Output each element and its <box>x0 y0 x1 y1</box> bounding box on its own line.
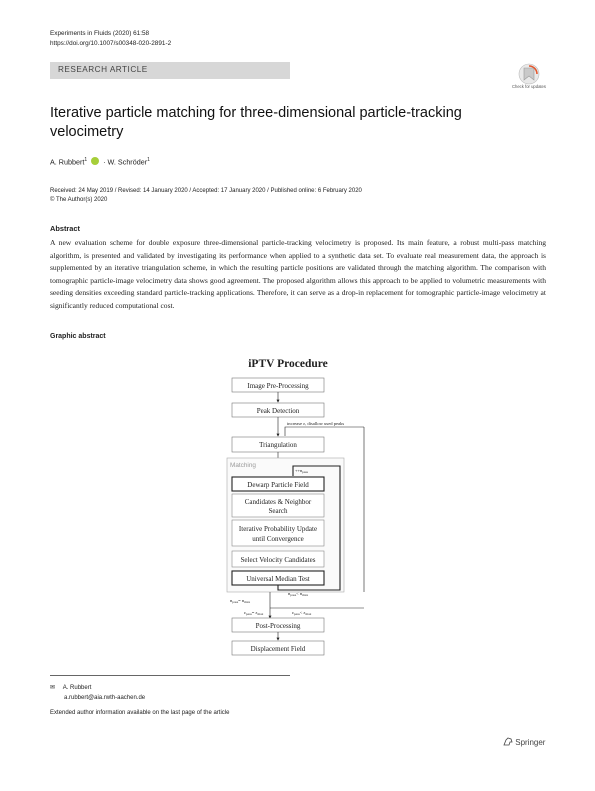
author-separator: · <box>103 157 106 167</box>
diagram-title: iPTV Procedure <box>248 358 328 370</box>
check-for-updates-badge[interactable] <box>512 63 546 97</box>
select-candidates-label: Select Velocity Candidates <box>240 556 316 564</box>
eps-lt-emax-label: $\varepsilon_{pass}< \varepsilon_{max}$ <box>292 610 312 616</box>
dewarp-label: Dewarp Particle Field <box>247 481 309 489</box>
article-title: Iterative particle matching for three-dimensional particle-tracking velocimetry <box>50 105 462 140</box>
affiliation-number: 1 <box>84 157 88 163</box>
article-history: Received: 24 May 2019 / Revised: 14 January 2020 / Accepted: 17 January 2020 / Published online: 6 February 2020 <box>50 188 362 194</box>
springer-horse-icon <box>503 737 513 746</box>
extended-author-info: Extended author information available on the last page of the article <box>50 710 230 716</box>
npass-lt-nmax-label: $n_{pass}< n_{max}$ <box>288 591 309 597</box>
bookmark-icon <box>512 63 546 85</box>
publisher-logo <box>503 737 545 747</box>
median-test-label: Universal Median Test <box>246 575 310 583</box>
corresponding-author <box>50 684 145 703</box>
author-name[interactable]: A. Rubbert <box>50 157 85 167</box>
graphic-abstract-heading: Graphic abstract <box>50 333 106 340</box>
footnote-divider <box>50 675 290 676</box>
corresponding-author-email[interactable]: a.rubbert@aia.rwth-aachen.de <box>64 694 146 701</box>
iptv-flowchart <box>222 352 374 662</box>
eps-eq-emax-label: $\varepsilon_{pass}= \varepsilon_{max}$ <box>244 610 264 616</box>
author-list <box>50 157 150 166</box>
journal-citation: Experiments in Fluids (2020) 61:58 <box>50 30 150 37</box>
increase-epsilon-note: increase ε, disallow used peaks <box>287 421 345 426</box>
abstract-heading: Abstract <box>50 224 80 233</box>
matching-label: Matching <box>230 462 256 469</box>
preprocessing-label: Image Pre-Processing <box>247 382 309 390</box>
author-name[interactable]: W. Schröder <box>107 157 148 167</box>
copyright-line: © The Author(s) 2020 <box>50 197 108 204</box>
publisher-name: Springer <box>515 738 546 747</box>
article-type-banner <box>50 62 290 79</box>
journal-header <box>50 29 171 49</box>
check-for-updates-label: Check for updates <box>512 84 546 89</box>
triangulation-label: Triangulation <box>259 441 297 449</box>
candidates-label-line2: Search <box>268 507 288 515</box>
orcid-icon[interactable] <box>91 157 99 165</box>
iterative-update-line2: until Convergence <box>252 535 304 543</box>
doi-link[interactable]: https://doi.org/10.1007/s00348-020-2891-2 <box>50 40 172 47</box>
post-processing-label: Post-Processing <box>255 622 301 630</box>
publication-dates <box>50 187 362 205</box>
displacement-field-label: Displacement Field <box>250 645 306 653</box>
envelope-icon: ✉ <box>50 685 56 691</box>
affiliation-number: 1 <box>147 157 150 163</box>
iterative-update-line1: Iterative Probability Update <box>238 525 318 533</box>
npass-increment-label: $++n_{pass}$ <box>295 468 308 474</box>
npass-eq-nmax-label: $n_{pass}= n_{max}$ <box>230 598 251 604</box>
article-type-label: RESEARCH ARTICLE <box>58 65 148 74</box>
peak-detection-label: Peak Detection <box>256 407 300 415</box>
abstract-body: A new evaluation scheme for double exposure three-dimensional particle-tracking velocimetry is proposed. Its main feature, a robust multi-pass matching algorithm, is presented and validated by investigating its performance when applied to a synthetic data set. To evaluate real measurement data, the approach is supplemented by an iterative triangulation scheme, in which the resulting particle positions are validated through the matching algorithm. The comparison with tomographic particle-image velocimetry data shows good agreement. The proposed algorithm allows this approach to be applied to volumetric measurements with seeding densities exceeding standard particle-tracking applications. Therefore, it can serve as a drop-in replacement for tomographic particle-image velocimetry at significantly reduced computational cost. <box>50 238 546 310</box>
corresponding-author-name: A. Rubbert <box>62 685 92 691</box>
candidates-label-line1: Candidates & Neighbor <box>244 498 312 506</box>
